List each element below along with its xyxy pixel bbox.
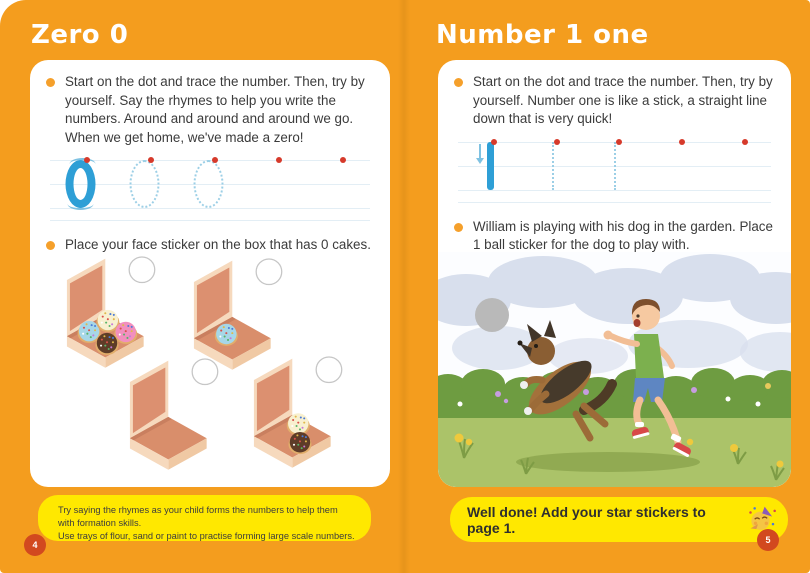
instruction-sticker-one	[454, 218, 775, 255]
activity-card-zero	[30, 60, 390, 487]
garden-illustration	[438, 252, 791, 487]
trace-cell-dotted[interactable]	[178, 157, 242, 223]
page-gutter	[398, 0, 410, 573]
start-dot	[742, 139, 748, 145]
start-dot	[212, 157, 218, 163]
start-dot	[616, 139, 622, 145]
trace-row-one	[458, 139, 771, 205]
page-title-zero: Zero 0	[31, 20, 129, 50]
trace-glyph-0-dotted	[194, 160, 224, 208]
face-sticker-circle[interactable]	[129, 257, 155, 283]
trace-cell-dotted[interactable]	[114, 157, 178, 223]
start-dot	[340, 157, 346, 163]
start-dot	[554, 139, 560, 145]
page-number-badge: 4	[24, 534, 46, 556]
start-dot	[276, 157, 282, 163]
instruction-text: Start on the dot and trace the number. Then, try by yourself. Number one is like a stick, a straight line down that is very quick!	[473, 74, 773, 127]
cake-boxes-illustration	[30, 257, 390, 487]
page-one	[405, 0, 810, 573]
tip-line-2: Use trays of flour, sand or paint to practise forming large scale numbers.	[58, 531, 355, 541]
trace-glyph-1-solid	[487, 142, 494, 190]
trace-cell-solid[interactable]	[50, 157, 114, 223]
trace-row-zero	[50, 157, 370, 223]
start-dot	[491, 139, 497, 145]
ball-sticker-placeholder[interactable]	[475, 298, 509, 332]
trace-cell-solid[interactable]	[458, 139, 521, 205]
trace-cell-dot[interactable]	[242, 157, 306, 223]
trace-glyph-0-dotted	[130, 160, 160, 208]
instruction-trace-one	[454, 73, 775, 129]
page-number-badge: 5	[757, 529, 779, 551]
trace-glyph-1-dotted	[614, 142, 616, 190]
start-dot	[148, 157, 154, 163]
instruction-trace-zero	[46, 73, 374, 147]
bullet-dot-icon	[454, 78, 463, 87]
trace-cell-dot[interactable]	[646, 139, 709, 205]
face-sticker-circle[interactable]	[316, 357, 342, 383]
activity-card-one	[438, 60, 791, 487]
bullet-dot-icon	[46, 78, 55, 87]
cake-box-2-cakes	[242, 351, 346, 470]
trace-cell-dotted[interactable]	[521, 139, 584, 205]
instruction-text: William is playing with his dog in the garden. Place 1 ball sticker for the dog to play with.	[473, 218, 773, 253]
instruction-text: Place your face sticker on the box that has 0 cakes.	[65, 237, 371, 253]
cake-box-0-cakes	[118, 353, 222, 472]
trace-cell-dot[interactable]	[708, 139, 771, 205]
trace-cell-dotted[interactable]	[583, 139, 646, 205]
tip-line-1: Try saying the rhymes as your child forms the numbers to help them with formation skills.	[58, 505, 338, 528]
bullet-dot-icon	[46, 241, 55, 250]
page-title-one: Number 1 one	[436, 20, 649, 50]
trace-glyph-1-dotted	[552, 142, 554, 190]
bullet-dot-icon	[454, 223, 463, 232]
face-sticker-circle[interactable]	[192, 359, 218, 385]
path-shadow	[516, 452, 700, 472]
instruction-text: Start on the dot and trace the number. Then, try by yourself. Say the rhymes to help you write the numbers. Around and around and around we go. When we get home, we've made a zero!	[65, 74, 365, 145]
start-dot	[679, 139, 685, 145]
banner-text: Well done! Add your star stickers to page 1.	[467, 503, 706, 536]
well-done-banner	[450, 497, 788, 542]
trace-cell-dot[interactable]	[306, 157, 370, 223]
parent-tip-note	[38, 495, 371, 541]
face-sticker-circle[interactable]	[256, 259, 282, 285]
trace-glyph-0-solid	[66, 160, 96, 208]
